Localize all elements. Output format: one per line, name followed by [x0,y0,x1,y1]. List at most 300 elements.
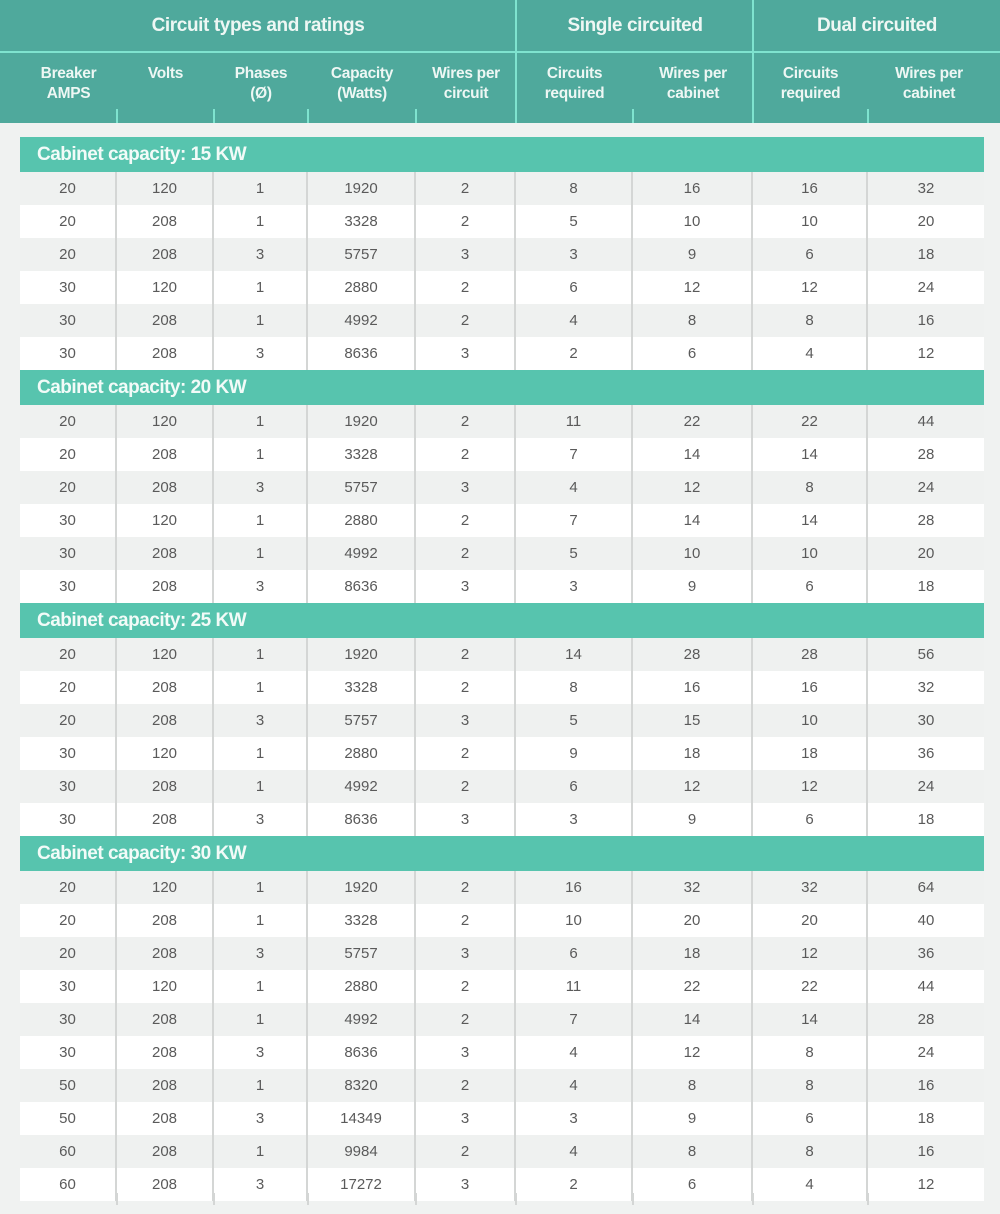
cell-breaker-amps: 20 [20,671,117,704]
cell-dual-circuits-required: 6 [753,570,868,603]
cell-dual-wires-per-cabinet: 18 [917,246,935,263]
cell-capacity-watts: 1920 [308,405,416,438]
cell-capacity-watts: 3328 [308,904,416,937]
column-header-dual-wires-per-cabinet: Wires per cabinet [895,65,963,102]
cell-capacity-watts: 8636 [308,803,416,836]
cell-wires-per-circuit: 3 [416,1102,516,1135]
cell-phases: 1 [214,970,308,1003]
table-row [20,537,984,570]
cell-single-wires-per-cabinet: 20 [633,904,753,937]
cell-capacity-watts: 2880 [308,271,416,304]
cell-dual-wires-per-cabinet: 44 [917,978,935,995]
column-tick [632,109,634,123]
cell-dual-wires-per-cabinet: 40 [917,912,935,929]
cell-single-circuits-required: 5 [516,537,633,570]
cell-single-circuits-required: 3 [516,803,633,836]
cell-single-circuits-required: 4 [516,1036,633,1069]
cell-single-circuits-required: 4 [516,304,633,337]
cell-dual-wires-per-cabinet: 12 [917,1176,935,1193]
cell-dual-circuits-required: 6 [753,1102,868,1135]
cell-single-circuits-required: 4 [516,1069,633,1102]
cell-wires-per-circuit: 2 [416,638,516,671]
group-header-dual-circuited: Dual circuited [816,14,938,36]
cell-capacity-watts: 17272 [308,1168,416,1201]
column-divider-tail [515,1193,517,1205]
cell-volts: 120 [117,405,214,438]
cell-volts: 208 [117,1168,214,1201]
cell-dual-circuits-required: 18 [753,737,868,770]
cell-capacity-watts: 4992 [308,1003,416,1036]
table-row [20,504,984,537]
cell-breaker-amps: 20 [20,172,117,205]
cell-phases: 1 [214,304,308,337]
cell-phases: 1 [214,405,308,438]
cell-breaker-amps: 20 [20,704,117,737]
column-header-single-wires-per-cabinet: Wires per cabinet [659,65,727,102]
cell-capacity-watts: 8636 [308,337,416,370]
cell-capacity-watts: 3328 [308,205,416,238]
cell-phases: 3 [214,570,308,603]
cell-single-wires-per-cabinet: 14 [633,1003,753,1036]
section-header-cabinet-capacity: Cabinet capacity: 15 KW [20,137,984,172]
cell-capacity-watts: 5757 [308,471,416,504]
table-row [20,1135,984,1168]
cell-volts: 208 [117,1069,214,1102]
cell-volts: 208 [117,337,214,370]
table-row [20,1069,984,1102]
cell-phases: 1 [214,770,308,803]
cell-phases: 1 [214,1135,308,1168]
cell-breaker-amps: 30 [20,570,117,603]
column-divider-tail [415,1193,417,1205]
group-divider [515,0,517,123]
cell-wires-per-circuit: 2 [416,438,516,471]
cell-volts: 208 [117,471,214,504]
cell-breaker-amps: 20 [20,471,117,504]
cell-wires-per-circuit: 3 [416,471,516,504]
cell-single-wires-per-cabinet: 9 [633,570,753,603]
cell-wires-per-circuit: 2 [416,271,516,304]
cell-wires-per-circuit: 2 [416,671,516,704]
cell-single-circuits-required: 4 [516,1135,633,1168]
cell-dual-wires-per-cabinet: 18 [917,578,935,595]
cell-capacity-watts: 3328 [308,671,416,704]
table-row [20,1168,984,1201]
section-rows [20,405,984,603]
cell-dual-wires-per-cabinet: 28 [917,512,935,529]
cell-volts: 208 [117,937,214,970]
cell-single-wires-per-cabinet: 12 [633,1036,753,1069]
cell-capacity-watts: 9984 [308,1135,416,1168]
cell-phases: 1 [214,1069,308,1102]
cell-dual-wires-per-cabinet: 28 [917,446,935,463]
cell-single-wires-per-cabinet: 6 [633,1168,753,1201]
table-row [20,405,984,438]
cell-single-circuits-required: 7 [516,438,633,471]
cell-single-wires-per-cabinet: 32 [633,871,753,904]
cell-phases: 3 [214,1102,308,1135]
cell-breaker-amps: 30 [20,504,117,537]
cell-volts: 120 [117,737,214,770]
cell-dual-circuits-required: 28 [753,638,868,671]
cell-dual-circuits-required: 8 [753,471,868,504]
cell-dual-wires-per-cabinet: 36 [917,945,935,962]
cell-phases: 3 [214,1036,308,1069]
cell-volts: 120 [117,970,214,1003]
table-row [20,970,984,1003]
cell-single-circuits-required: 2 [516,1168,633,1201]
cell-phases: 1 [214,1003,308,1036]
column-divider-tail [632,1193,634,1205]
cell-single-circuits-required: 7 [516,504,633,537]
cell-dual-wires-per-cabinet: 64 [917,879,935,896]
table-row [20,904,984,937]
cell-wires-per-circuit: 2 [416,205,516,238]
group-header-single-circuited: Single circuited [567,14,703,36]
cell-single-wires-per-cabinet: 22 [633,405,753,438]
cell-dual-wires-per-cabinet: 20 [917,213,935,230]
section-header-cabinet-capacity: Cabinet capacity: 20 KW [20,370,984,405]
cell-dual-circuits-required: 14 [753,1003,868,1036]
column-header-breaker-amps: Breaker AMPS [40,65,97,102]
cell-dual-circuits-required: 10 [753,205,868,238]
cell-dual-circuits-required: 22 [753,405,868,438]
cell-phases: 1 [214,172,308,205]
cell-phases: 3 [214,337,308,370]
cell-dual-circuits-required: 8 [753,1036,868,1069]
cell-dual-wires-per-cabinet: 30 [917,712,935,729]
cell-wires-per-circuit: 2 [416,172,516,205]
cell-volts: 120 [117,271,214,304]
cell-breaker-amps: 30 [20,970,117,1003]
cell-single-wires-per-cabinet: 9 [633,1102,753,1135]
cell-volts: 208 [117,770,214,803]
cell-single-circuits-required: 6 [516,937,633,970]
cell-wires-per-circuit: 3 [416,1036,516,1069]
table-row [20,737,984,770]
cell-single-wires-per-cabinet: 10 [633,537,753,570]
cell-capacity-watts: 4992 [308,770,416,803]
cell-volts: 208 [117,205,214,238]
cell-dual-wires-per-cabinet: 18 [917,811,935,828]
cell-dual-wires-per-cabinet: 32 [917,679,935,696]
column-header-phases: Phases (Ø) [234,65,288,102]
cell-capacity-watts: 1920 [308,871,416,904]
cell-single-circuits-required: 4 [516,471,633,504]
cell-single-wires-per-cabinet: 8 [633,1069,753,1102]
cell-single-wires-per-cabinet: 6 [633,337,753,370]
cell-single-circuits-required: 11 [516,970,633,1003]
cell-dual-circuits-required: 14 [753,438,868,471]
table-row [20,271,984,304]
cell-phases: 1 [214,904,308,937]
column-divider-tail [752,1193,754,1205]
cell-breaker-amps: 30 [20,537,117,570]
cell-dual-wires-per-cabinet: 24 [917,279,935,296]
cell-capacity-watts: 1920 [308,638,416,671]
table-header [0,0,1000,123]
cell-phases: 1 [214,638,308,671]
cell-breaker-amps: 30 [20,271,117,304]
cell-volts: 208 [117,238,214,271]
table-row [20,803,984,836]
cell-volts: 208 [117,1135,214,1168]
cell-single-circuits-required: 8 [516,172,633,205]
cell-wires-per-circuit: 3 [416,238,516,271]
cell-single-wires-per-cabinet: 18 [633,937,753,970]
header-divider [0,51,1000,53]
table-row [20,238,984,271]
cell-phases: 3 [214,803,308,836]
cell-dual-circuits-required: 10 [753,704,868,737]
cell-dual-circuits-required: 32 [753,871,868,904]
cell-wires-per-circuit: 3 [416,1168,516,1201]
cell-breaker-amps: 30 [20,304,117,337]
cell-wires-per-circuit: 2 [416,904,516,937]
cell-dual-wires-per-cabinet: 24 [917,479,935,496]
cell-dual-circuits-required: 16 [753,671,868,704]
cell-dual-circuits-required: 8 [753,1135,868,1168]
cell-wires-per-circuit: 2 [416,1003,516,1036]
cell-single-circuits-required: 7 [516,1003,633,1036]
cell-volts: 120 [117,172,214,205]
cell-breaker-amps: 20 [20,937,117,970]
cell-wires-per-circuit: 2 [416,871,516,904]
cell-single-circuits-required: 6 [516,271,633,304]
cell-volts: 120 [117,871,214,904]
cell-volts: 120 [117,504,214,537]
cell-single-circuits-required: 3 [516,238,633,271]
cell-wires-per-circuit: 3 [416,570,516,603]
cell-wires-per-circuit: 2 [416,770,516,803]
section-rows [20,871,984,1201]
group-divider [752,0,754,123]
column-divider-tail [867,1193,869,1205]
cell-dual-wires-per-cabinet: 24 [917,778,935,795]
cell-dual-wires-per-cabinet: 16 [917,312,935,329]
cell-wires-per-circuit: 2 [416,970,516,1003]
column-header-capacity: Capacity (Watts) [330,65,394,102]
cell-single-wires-per-cabinet: 18 [633,737,753,770]
cell-dual-circuits-required: 8 [753,304,868,337]
cell-phases: 1 [214,737,308,770]
column-divider-tail [213,1193,215,1205]
cell-single-circuits-required: 10 [516,904,633,937]
cell-volts: 120 [117,638,214,671]
cell-single-circuits-required: 9 [516,737,633,770]
cell-dual-wires-per-cabinet: 32 [917,180,935,197]
table-row [20,1102,984,1135]
cell-phases: 1 [214,205,308,238]
table-row [20,638,984,671]
cell-single-wires-per-cabinet: 22 [633,970,753,1003]
section-header-cabinet-capacity: Cabinet capacity: 25 KW [20,603,984,638]
cell-breaker-amps: 20 [20,238,117,271]
column-tick [867,109,869,123]
cell-dual-circuits-required: 6 [753,238,868,271]
cell-phases: 3 [214,704,308,737]
cell-phases: 3 [214,238,308,271]
cell-wires-per-circuit: 3 [416,704,516,737]
cell-breaker-amps: 20 [20,638,117,671]
cell-single-wires-per-cabinet: 9 [633,238,753,271]
cell-wires-per-circuit: 2 [416,405,516,438]
table-row [20,671,984,704]
cell-wires-per-circuit: 2 [416,737,516,770]
cell-phases: 3 [214,471,308,504]
cell-volts: 208 [117,803,214,836]
cell-breaker-amps: 30 [20,1036,117,1069]
cell-capacity-watts: 8636 [308,570,416,603]
cell-dual-circuits-required: 6 [753,803,868,836]
cell-wires-per-circuit: 2 [416,537,516,570]
table-row [20,704,984,737]
cell-dual-circuits-required: 20 [753,904,868,937]
cell-capacity-watts: 5757 [308,704,416,737]
cell-capacity-watts: 2880 [308,970,416,1003]
cell-single-wires-per-cabinet: 8 [633,1135,753,1168]
cell-single-wires-per-cabinet: 28 [633,638,753,671]
cell-volts: 208 [117,1036,214,1069]
table-row [20,172,984,205]
cell-volts: 208 [117,1102,214,1135]
cell-breaker-amps: 20 [20,405,117,438]
cell-single-wires-per-cabinet: 14 [633,438,753,471]
cell-breaker-amps: 30 [20,1003,117,1036]
cell-single-circuits-required: 2 [516,337,633,370]
cell-capacity-watts: 2880 [308,504,416,537]
cell-single-wires-per-cabinet: 16 [633,671,753,704]
cell-capacity-watts: 5757 [308,937,416,970]
cell-single-wires-per-cabinet: 16 [633,172,753,205]
cell-dual-circuits-required: 22 [753,970,868,1003]
table-row [20,937,984,970]
table-row [20,438,984,471]
cell-wires-per-circuit: 3 [416,803,516,836]
cell-breaker-amps: 50 [20,1069,117,1102]
cell-capacity-watts: 3328 [308,438,416,471]
cell-wires-per-circuit: 3 [416,337,516,370]
cell-dual-circuits-required: 12 [753,937,868,970]
cell-wires-per-circuit: 2 [416,504,516,537]
cell-single-circuits-required: 16 [516,871,633,904]
column-header-wires-per-circuit: Wires per circuit [432,65,500,102]
column-tick [116,109,118,123]
cell-dual-wires-per-cabinet: 28 [917,1011,935,1028]
cell-volts: 208 [117,438,214,471]
table-row [20,304,984,337]
circuit-table-body [20,137,984,1201]
cell-capacity-watts: 1920 [308,172,416,205]
table-row [20,770,984,803]
cell-dual-circuits-required: 8 [753,1069,868,1102]
cell-wires-per-circuit: 2 [416,1069,516,1102]
cell-capacity-watts: 8636 [308,1036,416,1069]
cell-capacity-watts: 5757 [308,238,416,271]
table-row [20,471,984,504]
cell-wires-per-circuit: 2 [416,1135,516,1168]
cell-single-circuits-required: 11 [516,405,633,438]
column-tick [213,109,215,123]
cell-breaker-amps: 30 [20,337,117,370]
cell-single-circuits-required: 14 [516,638,633,671]
cell-dual-wires-per-cabinet: 20 [917,545,935,562]
cell-single-circuits-required: 5 [516,205,633,238]
cell-dual-circuits-required: 4 [753,1168,868,1201]
cell-single-circuits-required: 8 [516,671,633,704]
table-row [20,1036,984,1069]
column-header-dual-circuits-required: Circuits required [780,65,841,102]
cell-single-wires-per-cabinet: 12 [633,271,753,304]
cell-breaker-amps: 20 [20,205,117,238]
section-rows [20,172,984,370]
table-row [20,570,984,603]
cell-dual-wires-per-cabinet: 18 [917,1110,935,1127]
column-divider-tail [307,1193,309,1205]
table-row [20,205,984,238]
cell-volts: 208 [117,904,214,937]
column-header-single-circuits-required: Circuits required [544,65,605,102]
table-row [20,1003,984,1036]
group-header-circuit-types: Circuit types and ratings [151,14,365,36]
cell-wires-per-circuit: 2 [416,304,516,337]
cell-dual-wires-per-cabinet: 16 [917,1077,935,1094]
cell-single-circuits-required: 3 [516,1102,633,1135]
cell-phases: 3 [214,1168,308,1201]
cell-dual-circuits-required: 10 [753,537,868,570]
cell-breaker-amps: 20 [20,904,117,937]
cell-phases: 1 [214,671,308,704]
cell-phases: 1 [214,537,308,570]
cell-breaker-amps: 20 [20,871,117,904]
table-row [20,871,984,904]
cell-single-circuits-required: 5 [516,704,633,737]
cell-capacity-watts: 14349 [308,1102,416,1135]
cell-capacity-watts: 4992 [308,537,416,570]
cell-dual-wires-per-cabinet: 16 [917,1143,935,1160]
cell-breaker-amps: 30 [20,737,117,770]
cell-breaker-amps: 60 [20,1135,117,1168]
cell-dual-wires-per-cabinet: 44 [917,413,935,430]
cell-capacity-watts: 8320 [308,1069,416,1102]
cell-breaker-amps: 30 [20,803,117,836]
cell-phases: 3 [214,937,308,970]
cell-dual-wires-per-cabinet: 24 [917,1044,935,1061]
cell-dual-circuits-required: 12 [753,271,868,304]
cell-dual-circuits-required: 4 [753,337,868,370]
section-rows [20,638,984,836]
cell-single-wires-per-cabinet: 8 [633,304,753,337]
cell-dual-circuits-required: 12 [753,770,868,803]
cell-phases: 1 [214,438,308,471]
cell-volts: 208 [117,704,214,737]
cell-phases: 1 [214,271,308,304]
cell-volts: 208 [117,537,214,570]
cell-breaker-amps: 30 [20,770,117,803]
cell-single-circuits-required: 3 [516,570,633,603]
cell-capacity-watts: 4992 [308,304,416,337]
cell-single-wires-per-cabinet: 15 [633,704,753,737]
table-row [20,337,984,370]
column-divider-tail [116,1193,118,1205]
column-tick [415,109,417,123]
cell-single-wires-per-cabinet: 14 [633,504,753,537]
cell-dual-wires-per-cabinet: 56 [917,646,935,663]
cell-dual-circuits-required: 16 [753,172,868,205]
cell-volts: 208 [117,1003,214,1036]
cell-dual-wires-per-cabinet: 36 [917,745,935,762]
cell-volts: 208 [117,570,214,603]
